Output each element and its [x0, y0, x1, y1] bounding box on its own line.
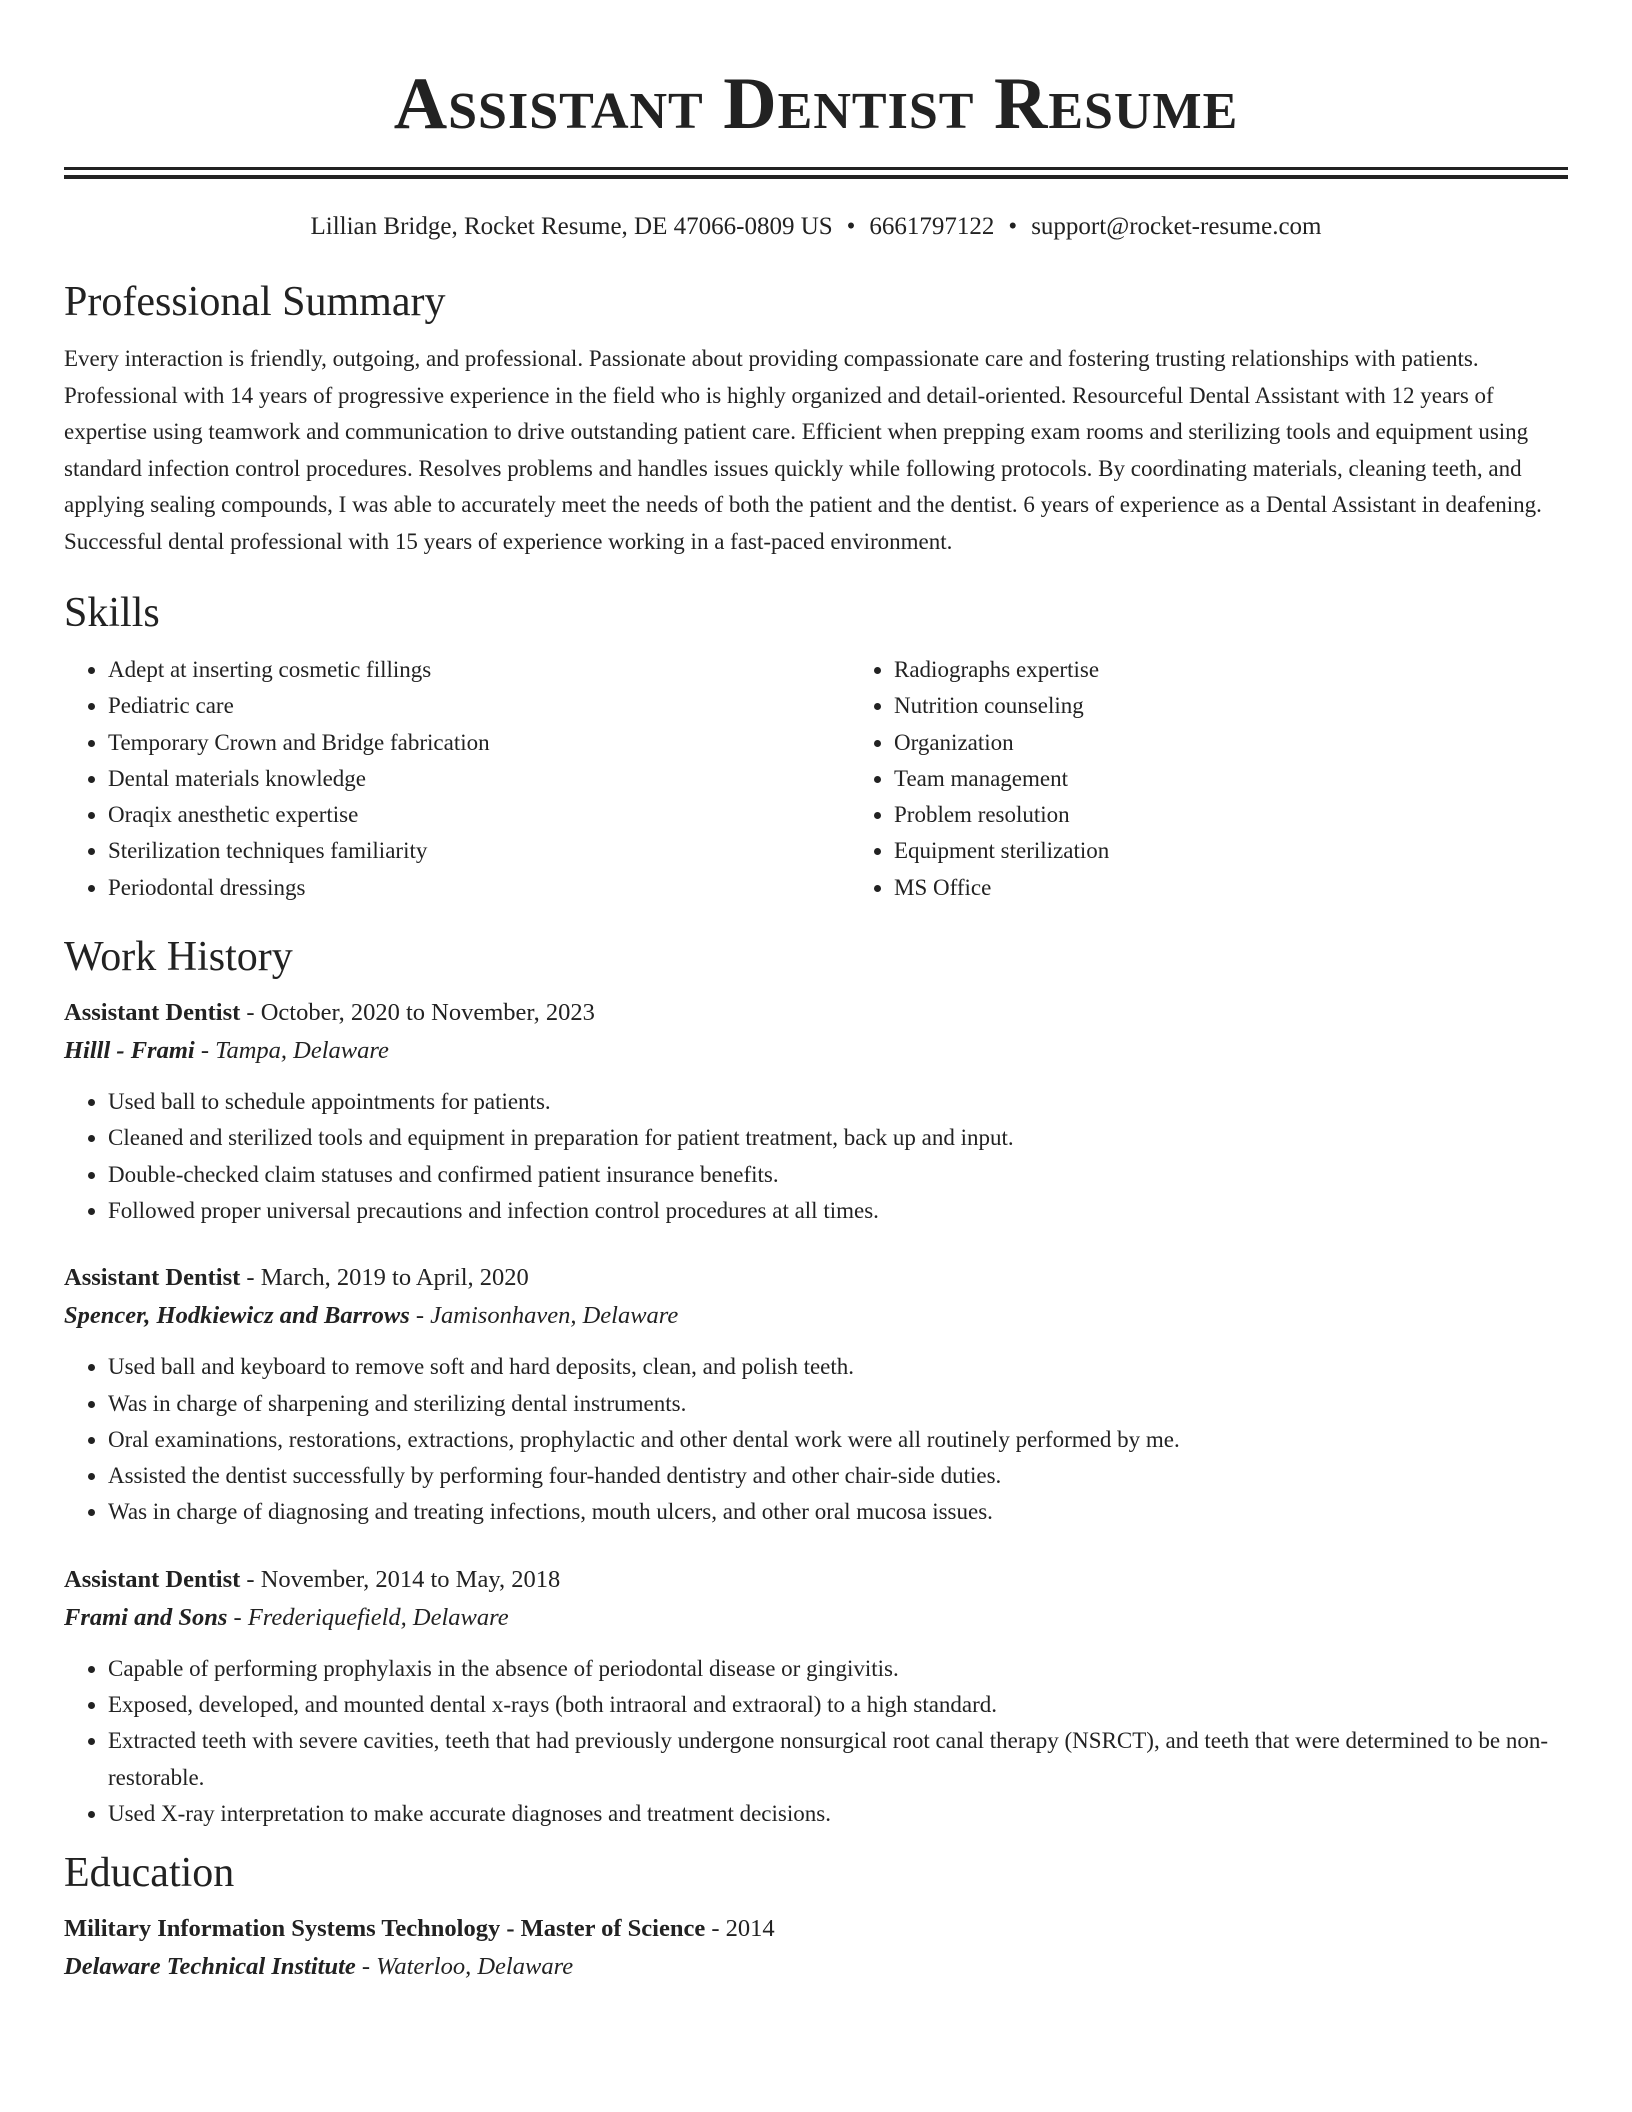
job-company: Spencer, Hodkiewicz and Barrows: [64, 1302, 410, 1330]
job-company: Frami and Sons: [64, 1603, 228, 1631]
job-location: - Tampa, Delaware: [194, 1037, 389, 1065]
contact-line: [64, 211, 1568, 243]
title-divider-thick: [64, 175, 1568, 179]
skills-heading: Skills: [64, 590, 160, 636]
job-duties: [64, 1349, 1568, 1530]
skill-item: • Radiographs expertise: [894, 652, 1109, 688]
skills-list-left: [64, 652, 850, 906]
job-duty: • Assisted the dentist successfully by performing four-handed dentistry and other chair-side duties.: [108, 1458, 1568, 1494]
contact-phone: 6661797122: [869, 213, 995, 240]
skill-item: • Temporary Crown and Bridge fabrication: [108, 725, 850, 761]
skill-item: • Oraqix anesthetic expertise: [108, 797, 850, 833]
job-company: Hilll - Frami: [64, 1037, 195, 1065]
skill-item: • Equipment sterilization: [894, 833, 1109, 869]
skill-item: • Sterilization techniques familiarity: [108, 833, 850, 869]
education-entry: [64, 1910, 1568, 1986]
job-duty: • Oral examinations, restorations, extractions, prophylactic and other dental work were all routinely performed by me.: [108, 1422, 1568, 1458]
job-entry: [64, 994, 1568, 1229]
education-degree: Military Information Systems Technology - Master of Science: [64, 1915, 706, 1943]
resume-title: Assistant Dentist Resume: [393, 63, 1239, 145]
skills-list-right: [850, 652, 1109, 906]
job-duty: • Followed proper universal precautions and infection control procedures at all times.: [108, 1193, 1568, 1229]
job-location: - Jamisonhaven, Delaware: [409, 1302, 679, 1330]
skill-item: • MS Office: [894, 870, 1109, 906]
work-history-heading: Work History: [64, 934, 293, 981]
contact-address: Lillian Bridge, Rocket Resume, DE 47066-0809 US: [310, 213, 833, 240]
job-duty: • Used ball to schedule appointments for patients.: [108, 1084, 1568, 1120]
job-header: [64, 994, 1568, 1032]
education-location: - Waterloo, Delaware: [355, 1953, 574, 1981]
job-duty: • Was in charge of sharpening and sterilizing dental instruments.: [108, 1386, 1568, 1422]
job-title: Assistant Dentist: [64, 1565, 241, 1593]
summary-heading: Professional Summary: [64, 279, 446, 325]
skill-item: • Problem resolution: [894, 797, 1109, 833]
job-duty: • Was in charge of diagnosing and treating infections, mouth ulcers, and other oral mucosa issues.: [108, 1494, 1568, 1530]
skills-section: [64, 588, 1568, 906]
contact-separator: •: [1008, 213, 1018, 240]
skill-item: • Organization: [894, 725, 1109, 761]
job-dates: - October, 2020 to November, 2023: [240, 999, 595, 1027]
job-duty: • Extracted teeth with severe cavities, teeth that had previously undergone nonsurgical root canal therapy (NSRCT), and teeth that were determined to be non-restorable.: [108, 1723, 1568, 1796]
job-title: Assistant Dentist: [64, 999, 241, 1027]
job-header: [64, 1259, 1568, 1297]
job-duties: [64, 1651, 1568, 1832]
job-entry: [64, 1259, 1568, 1530]
summary-section: [64, 277, 1568, 560]
skill-item: • Periodontal dressings: [108, 870, 850, 906]
job-entry: [64, 1561, 1568, 1832]
job-duty: • Double-checked claim statuses and confirmed patient insurance benefits.: [108, 1157, 1568, 1193]
summary-text: Every interaction is friendly, outgoing, and professional. Passionate about providing compassionate care and fostering trusting relationships with patients. Professional with 14 years of progressive experience in the field who is highly organized and detail-oriented. Resourceful Dental Assistant with 12 years of expertise using teamwork and communication to drive outstanding patient care. Efficient when prepping exam rooms and sterilizing tools and equipment using standard infection control procedures. Resolves problems and handles issues quickly while following protocols. By coordinating materials, cleaning teeth, and applying sealing compounds, I was able to accurately meet the needs of both the patient and the dentist. 6 years of experience as a Dental Assistant in deafening. Successful dental professional with 15 years of experience working in a fast-paced environment.: [64, 346, 1542, 554]
job-duty: • Exposed, developed, and mounted dental x-rays (both intraoral and extraoral) to a high standard.: [108, 1687, 1568, 1723]
skill-item: • Adept at inserting cosmetic fillings: [108, 652, 850, 688]
education-section: [64, 1848, 1568, 1986]
education-school: Delaware Technical Institute: [64, 1953, 356, 1981]
job-duty: • Cleaned and sterilized tools and equipment in preparation for patient treatment, back up and input.: [108, 1120, 1568, 1156]
job-employer: [64, 1297, 1568, 1335]
education-header: [64, 1910, 1568, 1948]
job-header: [64, 1561, 1568, 1599]
education-year: - 2014: [705, 1915, 775, 1943]
education-school-line: [64, 1948, 1568, 1986]
work-history-section: [64, 932, 1568, 1832]
skill-item: • Nutrition counseling: [894, 688, 1109, 724]
skill-item: • Team management: [894, 761, 1109, 797]
skill-item: • Pediatric care: [108, 688, 850, 724]
job-duties: [64, 1084, 1568, 1229]
education-heading: Education: [64, 1850, 235, 1897]
skill-item: • Dental materials knowledge: [108, 761, 850, 797]
job-employer: [64, 1032, 1568, 1070]
job-dates: - March, 2019 to April, 2020: [240, 1264, 529, 1292]
job-duty: • Used ball and keyboard to remove soft and hard deposits, clean, and polish teeth.: [108, 1349, 1568, 1385]
job-duty: • Capable of performing prophylaxis in the absence of periodontal disease or gingivitis.: [108, 1651, 1568, 1687]
contact-email: support@rocket-resume.com: [1031, 213, 1322, 240]
job-duty: • Used X-ray interpretation to make accurate diagnoses and treatment decisions.: [108, 1796, 1568, 1832]
contact-separator: •: [846, 213, 856, 240]
job-location: - Frederiquefield, Delaware: [227, 1603, 509, 1631]
job-title: Assistant Dentist: [64, 1264, 241, 1292]
job-dates: - November, 2014 to May, 2018: [240, 1565, 561, 1593]
skills-columns: [64, 652, 1568, 906]
job-employer: [64, 1599, 1568, 1637]
title-divider-thin: [64, 167, 1568, 170]
